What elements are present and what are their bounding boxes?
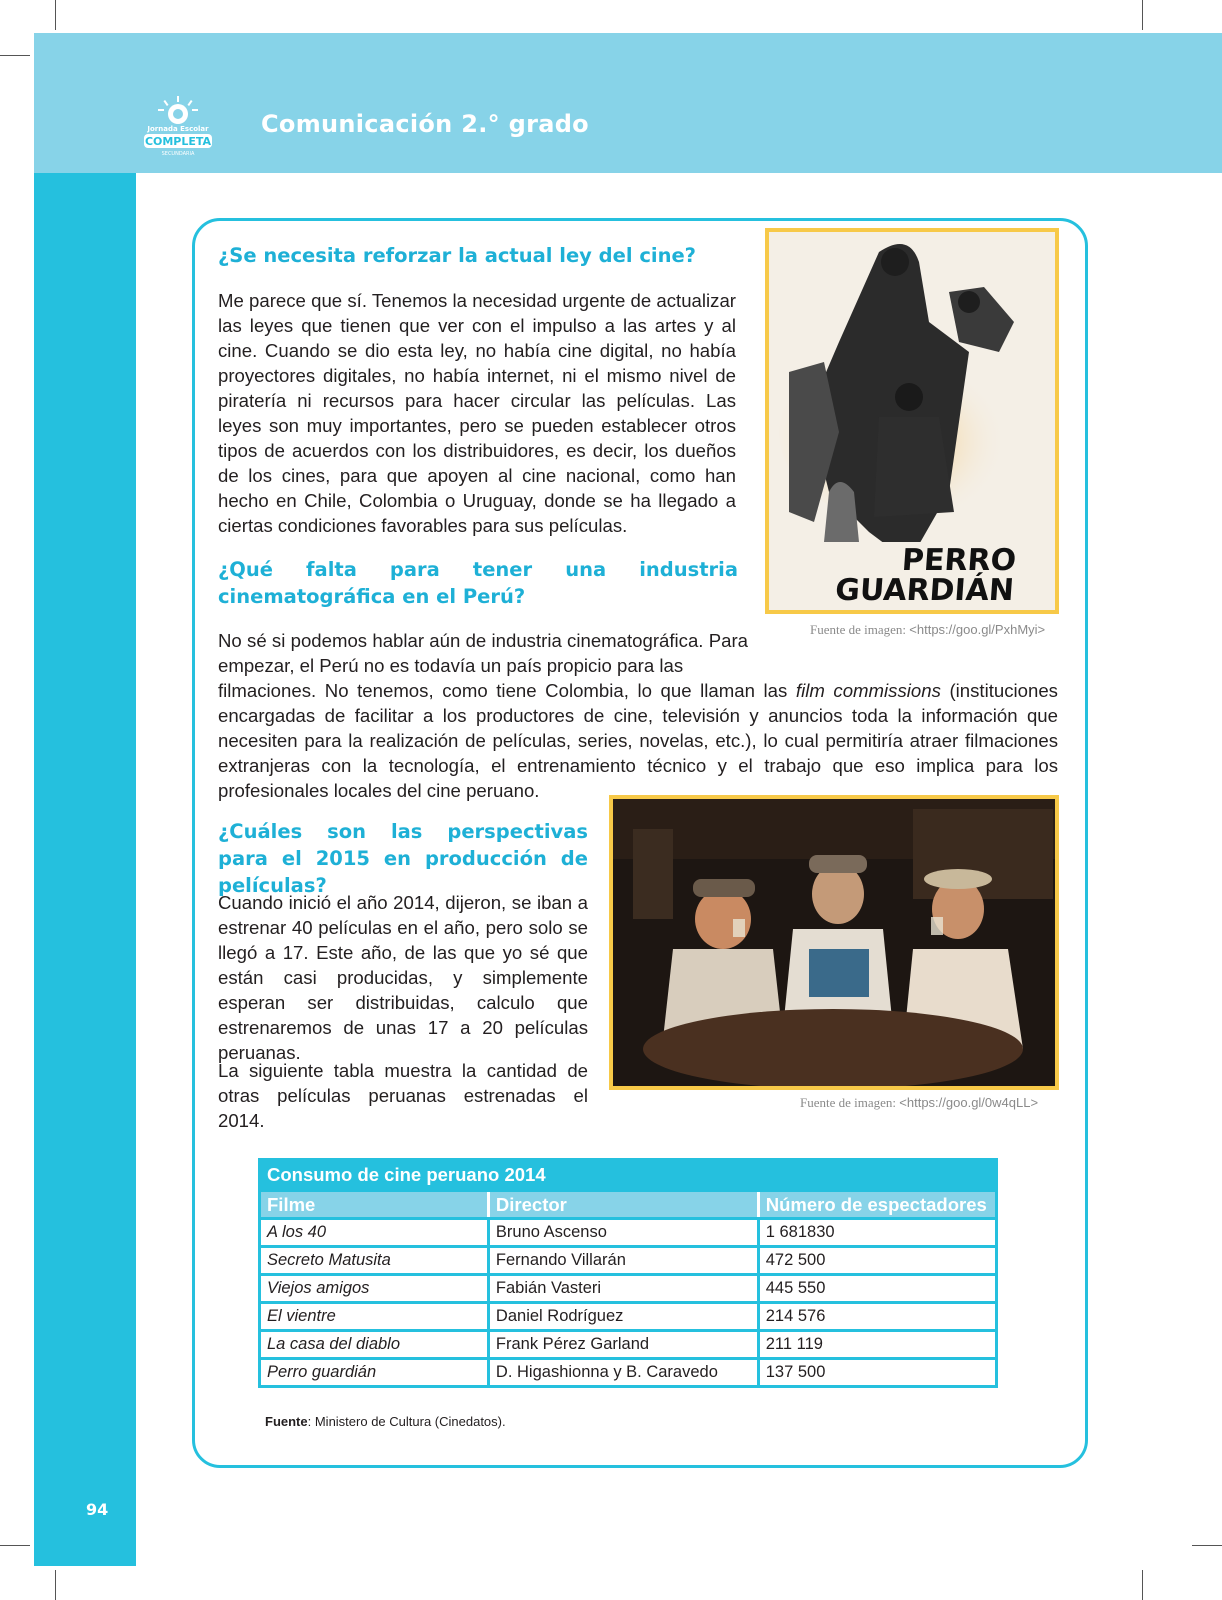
- left-margin-band: [34, 173, 136, 1566]
- credit-url: <https://goo.gl/PxhMyi>: [909, 622, 1046, 637]
- cinema-consumption-table: [258, 1158, 998, 1388]
- table-cell-director: D. Higashionna y B. Caravedo: [488, 1359, 758, 1387]
- section-paragraph: La siguiente tabla muestra la cantidad de otras películas peruanas estrenadas el 2014.: [218, 1060, 588, 1131]
- table-cell-film: Viejos amigos: [260, 1275, 489, 1303]
- movie-poster-image: [765, 228, 1059, 614]
- logo-text-top: Jornada Escolar: [147, 125, 209, 133]
- table-cell-film: La casa del diablo: [260, 1331, 489, 1359]
- page-header-title: Comunicación 2.° grado: [261, 110, 589, 138]
- section-paragraph: Me parece que sí. Tenemos la necesidad urgente de actualizar las leyes que tienen que ver con el impulso a las artes y al cine. Cuando se dio esta ley, no había cine digital, no había proyectores digitales, no había internet, ni el mismo nivel de piratería ni recursos para hacer circular las películas. Las leyes son muy importantes, pero se pueden establecer otros tipos de acuerdos con los distribuidores, es decir, los dueños de los cines, para que apoyen al cine nacional, como han hecho en Chile, Colombia o Uruguay, donde se ha llegado a ciertas condiciones favorables para sus películas.: [218, 290, 736, 536]
- table-cell-director: Frank Pérez Garland: [488, 1331, 758, 1359]
- table-row: [260, 1275, 997, 1303]
- poster-illustration: [769, 232, 1055, 610]
- source-label: Fuente: [265, 1414, 308, 1429]
- table-row: [260, 1359, 997, 1387]
- paragraph-text: (instituciones encargadas de facilitar a los productores de cine, televisión y anuncios toda la información que necesiten para la realización de películas, series, novelas, etc.), lo cual permitiría atraer filmaciones extranjeras con la tecnología, el entrenamiento técnico y el trabajo que eso implica para los profesionales locales del cine peruano.: [218, 680, 1058, 801]
- table-cell-director: Bruno Ascenso: [488, 1219, 758, 1247]
- poster-title-line2: GUARDIÁN: [834, 573, 1016, 608]
- table-cell-viewers: 137 500: [758, 1359, 996, 1387]
- table-header-espectadores: Número de espectadores: [758, 1191, 996, 1219]
- section-heading: ¿Cuáles son las perspectivas para el 2015 en producción de películas?: [218, 820, 588, 897]
- crop-mark: [1142, 0, 1143, 30]
- table-caption: Consumo de cine peruano 2014: [260, 1160, 997, 1191]
- table-row: [260, 1247, 997, 1275]
- table-cell-viewers: 1 681830: [758, 1219, 996, 1247]
- table-cell-viewers: 445 550: [758, 1275, 996, 1303]
- paragraph-italic-term: film commissions: [795, 680, 941, 701]
- credit-label: Fuente de imagen:: [810, 622, 910, 637]
- photo-illustration: [613, 799, 1055, 1086]
- table-cell-viewers: 214 576: [758, 1303, 996, 1331]
- table-cell-film: A los 40: [260, 1219, 489, 1247]
- page-number: 94: [86, 1500, 109, 1519]
- table-header-director: Director: [488, 1191, 758, 1219]
- crop-mark: [0, 55, 30, 56]
- table-cell-film: El vientre: [260, 1303, 489, 1331]
- credit-url: <https://goo.gl/0w4qLL>: [899, 1095, 1039, 1110]
- section-paragraph: No sé si podemos hablar aún de industria cinematográfica. Para empezar, el Perú no es todavía un país propicio para las: [218, 630, 748, 676]
- section-heading: ¿Se necesita reforzar la actual ley del cine?: [218, 244, 696, 267]
- crop-mark: [1192, 1545, 1222, 1546]
- poster-title-line1: PERRO: [900, 543, 1018, 578]
- crop-mark: [55, 0, 56, 30]
- table-cell-director: Fabián Vasteri: [488, 1275, 758, 1303]
- table-row: [260, 1303, 997, 1331]
- credit-label: Fuente de imagen:: [800, 1095, 900, 1110]
- table-row: [260, 1331, 997, 1359]
- table-cell-director: Fernando Villarán: [488, 1247, 758, 1275]
- table-header-filme: Filme: [260, 1191, 489, 1219]
- photo-image-credit: [800, 1095, 1038, 1111]
- table-source-note: [265, 1414, 506, 1429]
- paragraph-text: filmaciones. No tenemos, como tiene Colombia, lo que llaman las: [218, 680, 796, 701]
- table-cell-director: Daniel Rodríguez: [488, 1303, 758, 1331]
- table-cell-film: Perro guardián: [260, 1359, 489, 1387]
- table-cell-film: Secreto Matusita: [260, 1247, 489, 1275]
- table-cell-viewers: 472 500: [758, 1247, 996, 1275]
- section-paragraph: Cuando inició el año 2014, dijeron, se iban a estrenar 40 películas en el año, pero solo se llegó a 17. Este año, de las que yo sé que están casi producidas, y simplemente esperan ser distribuidas, calculo que estrenaremos de unas 17 a 20 películas peruanas.: [218, 892, 588, 1063]
- crop-mark: [55, 1570, 56, 1600]
- section-paragraph: [218, 678, 1058, 803]
- logo-text-bottom: SECUNDARIA: [161, 151, 195, 157]
- table-cell-viewers: 211 119: [758, 1331, 996, 1359]
- jornada-escolar-logo: [136, 94, 220, 158]
- crop-mark: [1142, 1570, 1143, 1600]
- source-text: : Ministero de Cultura (Cinedatos).: [307, 1414, 506, 1429]
- logo-text-main: COMPLETA: [144, 135, 212, 148]
- poster-image-credit: [810, 622, 1045, 638]
- section-heading: ¿Qué falta para tener una industria cinematográfica en el Perú?: [218, 558, 738, 608]
- viejos-amigos-photo: [609, 795, 1059, 1090]
- table-row: [260, 1219, 997, 1247]
- crop-mark: [0, 1545, 30, 1546]
